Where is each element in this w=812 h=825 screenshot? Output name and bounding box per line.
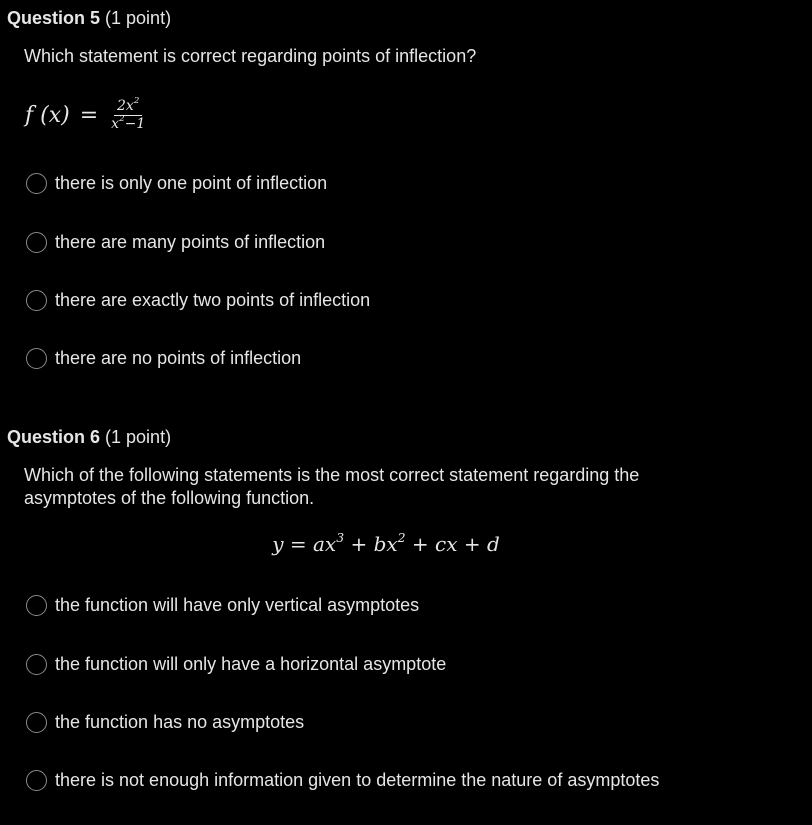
answer-option[interactable] <box>26 287 370 313</box>
question-title <box>7 427 171 448</box>
option-label: the function will have only vertical asymptotes <box>55 594 420 615</box>
formula-exponent: 3 <box>336 530 345 546</box>
option-label: the function has no asymptotes <box>55 711 305 732</box>
option-label: the function will only have a horizontal asymptote <box>55 653 447 674</box>
fraction-denominator <box>108 113 148 132</box>
answer-option[interactable] <box>26 170 327 196</box>
option-label: there are many points of inflection <box>55 231 326 252</box>
question-number: Question 6 <box>7 427 101 447</box>
radio-button[interactable] <box>26 712 47 733</box>
denominator-exponent: 2 <box>119 113 125 124</box>
answer-option[interactable] <box>26 709 304 735</box>
option-label: there is only one point of inflection <box>55 172 328 193</box>
radio-button[interactable] <box>26 595 47 616</box>
option-label: there is not enough information given to determine the nature of asymptotes <box>55 769 660 790</box>
denominator-tail: −1 <box>124 115 146 132</box>
answer-option[interactable] <box>26 651 446 677</box>
radio-button[interactable] <box>26 770 47 791</box>
formula-exponent: 2 <box>397 530 406 546</box>
formula-part: + bx <box>344 532 398 556</box>
radio-button[interactable] <box>26 348 47 369</box>
formula-part: + cx + d <box>405 532 500 556</box>
radio-button[interactable] <box>26 232 47 253</box>
question-title <box>7 8 171 29</box>
function-formula <box>25 95 148 135</box>
answer-option[interactable] <box>26 345 301 371</box>
answer-option[interactable] <box>26 229 325 255</box>
answer-option[interactable] <box>26 767 659 793</box>
option-label: there are no points of inflection <box>55 347 302 368</box>
option-label: there are exactly two points of inflection <box>55 289 371 310</box>
formula-lhs: f (x) <box>25 102 70 128</box>
radio-button[interactable] <box>26 654 47 675</box>
fraction-numerator <box>114 95 142 116</box>
numerator-exponent: 2 <box>133 95 140 106</box>
answer-option[interactable] <box>26 592 419 618</box>
radio-button[interactable] <box>26 173 47 194</box>
question-points: (1 point) <box>105 427 172 447</box>
formula-equals: = <box>79 102 99 128</box>
radio-button[interactable] <box>26 290 47 311</box>
denominator-base: x <box>111 115 120 132</box>
formula-fraction <box>108 95 148 132</box>
question-number: Question 5 <box>7 8 101 28</box>
function-formula <box>0 532 772 556</box>
formula-part: y = ax <box>272 532 337 556</box>
numerator-base: 2x <box>117 97 134 114</box>
question-prompt: Which statement is correct regarding points of inflection? <box>24 46 477 66</box>
question-points: (1 point) <box>105 8 172 28</box>
question-prompt: Which of the following statements is the most correct statement regarding the asymptotes of the following function. <box>24 465 640 508</box>
